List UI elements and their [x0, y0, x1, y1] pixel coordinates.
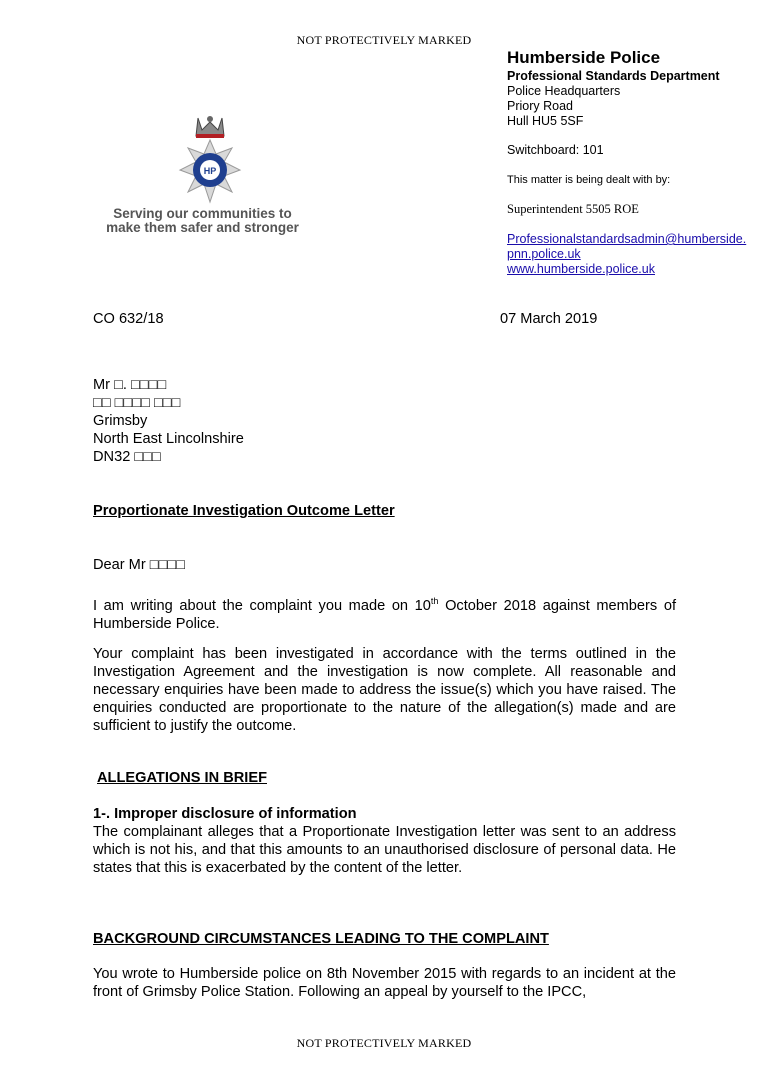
logo-tagline [95, 207, 310, 235]
police-crest-logo [160, 108, 260, 208]
email-link-line-2[interactable]: pnn.police.uk [507, 247, 581, 261]
recipient-address [93, 376, 676, 466]
officer-name: Superintendent 5505 ROE [507, 202, 639, 216]
address-line-3: Hull HU5 5SF [507, 114, 584, 128]
recipient-street: □□ □□□□ □□□ [93, 395, 181, 411]
allegation-1-text: The complainant alleges that a Proportionate Investigation letter was sent to an address which is not his, and that this amounts to an unauthorised disclosure of personal data. He states that this is exacerbated by the content of the letter. [93, 824, 676, 876]
organisation-address [507, 69, 720, 129]
dealt-with-label: This matter is being dealt with by: [507, 174, 671, 186]
letter-date: 07 March 2019 [500, 311, 598, 327]
website-link[interactable]: www.humberside.police.uk [507, 262, 655, 276]
reference-number: CO 632/18 [93, 311, 164, 327]
paragraph-investigation: Your complaint has been investigated in accordance with the terms outlined in the Investigation Agreement and the investigation is now complete. All reasonable and necessary enquiries have been made to address the issue(s) which you have raised. The enquiries conducted are proportionate to the nature of the allegation(s) made and are sufficient to justify the outcome. [93, 646, 676, 734]
intro-ordinal: th [430, 596, 439, 606]
header-marking: NOT PROTECTIVELY MARKED [296, 33, 472, 47]
background-heading: BACKGROUND CIRCUMSTANCES LEADING TO THE COMPLAINT [93, 931, 549, 947]
recipient-town: Grimsby [93, 413, 148, 429]
letter-subject: Proportionate Investigation Outcome Letter [93, 503, 395, 519]
switchboard: Switchboard: 101 [507, 143, 604, 157]
svg-text:HP: HP [203, 166, 217, 176]
allegations-heading: ALLEGATIONS IN BRIEF [97, 770, 267, 786]
paragraph-intro [93, 592, 676, 633]
footer-marking: NOT PROTECTIVELY MARKED [296, 1036, 472, 1050]
tagline-line-1: Serving our communities to [113, 206, 292, 221]
organisation-name: Humberside Police [507, 48, 661, 67]
tagline-line-2: make them safer and stronger [106, 220, 299, 235]
recipient-county: North East Lincolnshire [93, 431, 244, 447]
police-star-icon [160, 108, 260, 208]
address-line-1: Police Headquarters [507, 84, 621, 98]
intro-text-start: I am writing about the complaint you made on 10 [93, 597, 431, 614]
contact-links [507, 232, 746, 277]
recipient-name: Mr □. □□□□ [93, 377, 167, 393]
email-link-line-1[interactable]: Professionalstandardsadmin@humberside. [507, 232, 747, 246]
background-text: You wrote to Humberside police on 8th November 2015 with regards to an incident at the front of Grimsby Police Station. Following an appeal by yourself to the IPCC, [93, 966, 676, 1000]
address-line-2: Priory Road [507, 99, 573, 113]
salutation: Dear Mr □□□□ [93, 557, 186, 573]
recipient-postcode: DN32 □□□ [93, 449, 161, 465]
department-name: Professional Standards Department [507, 69, 720, 83]
allegation-1-title: 1-. Improper disclosure of information [93, 806, 357, 822]
intro-text-end: October 2018 against members of Humberside Police. [93, 597, 676, 632]
